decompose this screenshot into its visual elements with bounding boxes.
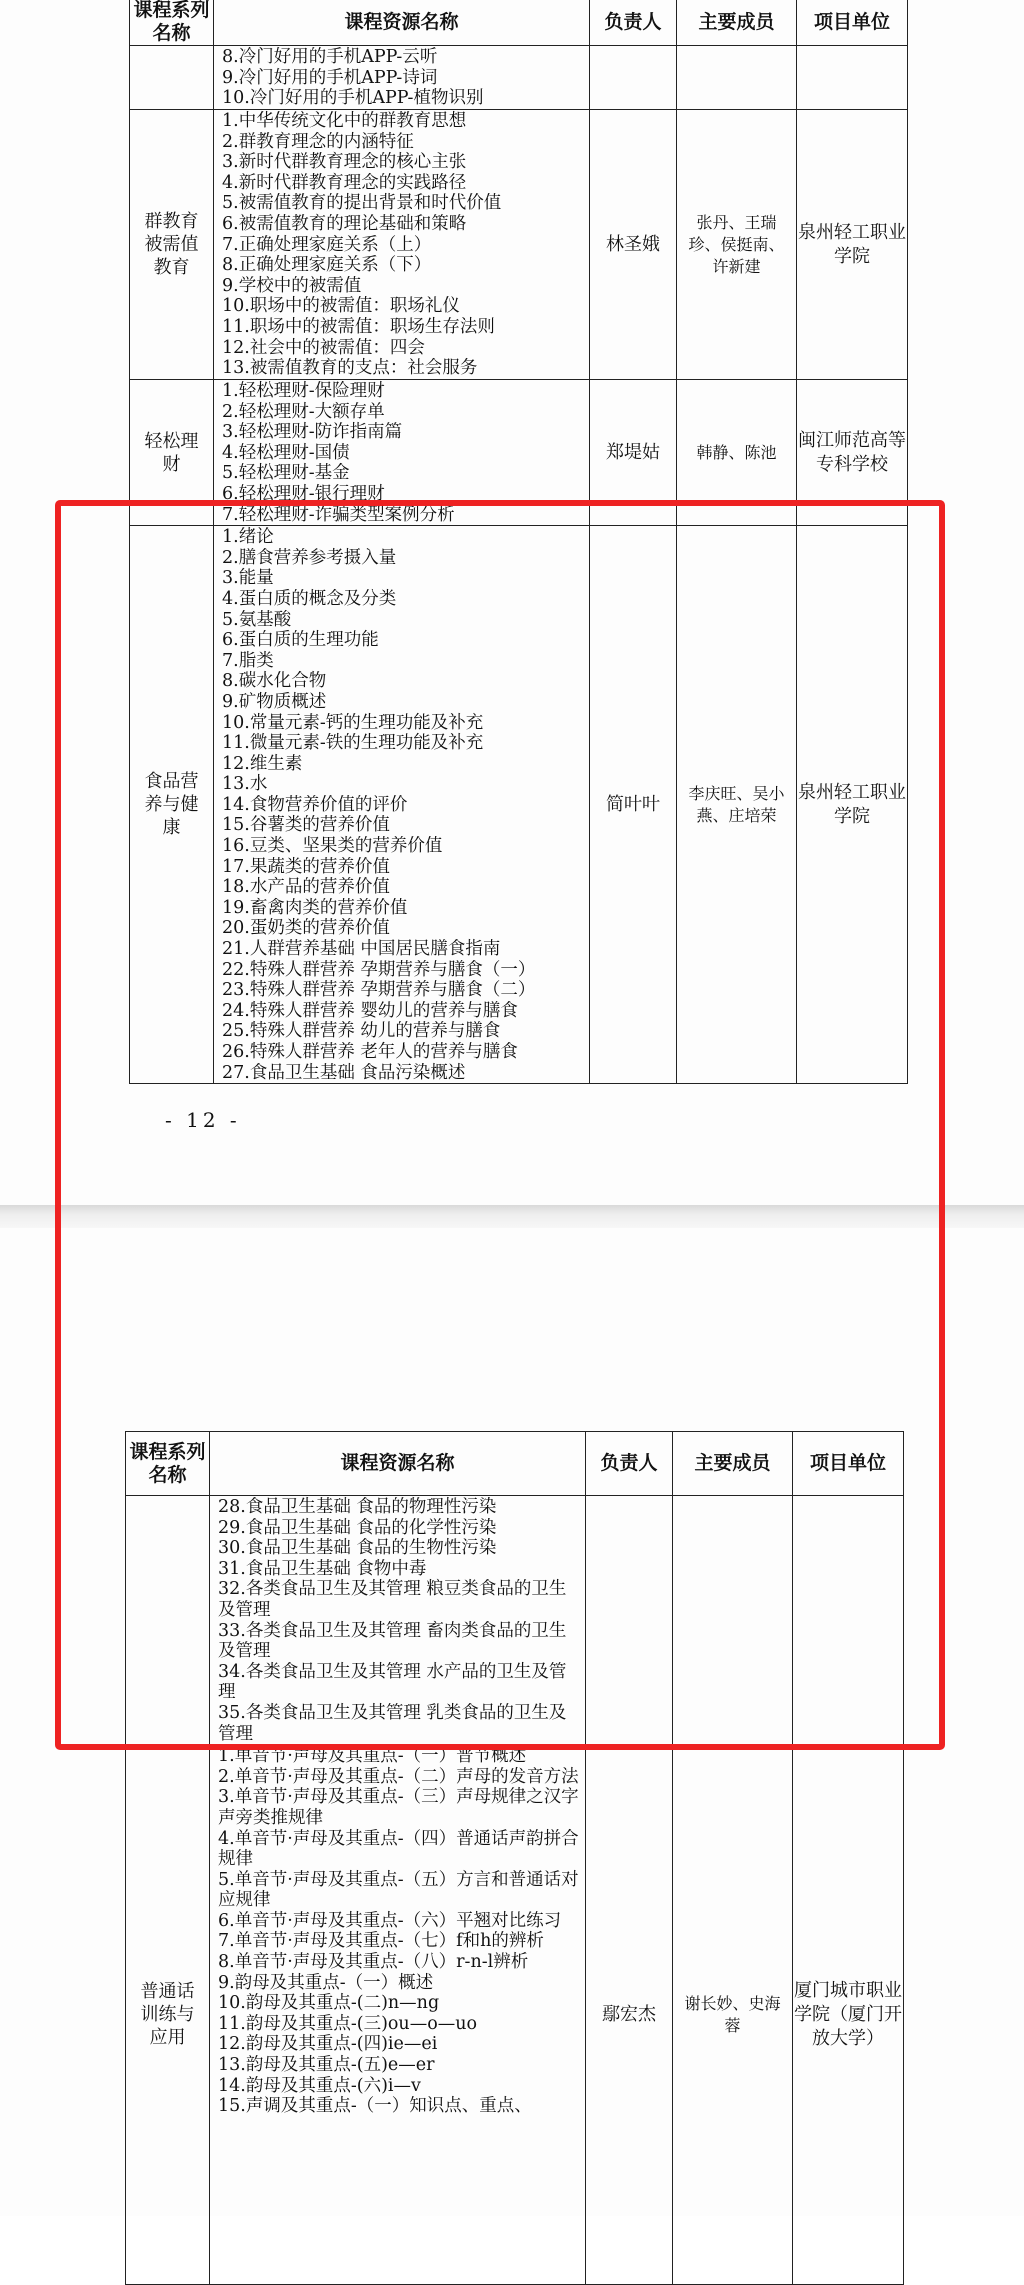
resource-item: 3.新时代群教育理念的核心主张 bbox=[222, 152, 467, 173]
resource-item: 10.冷门好用的手机APP-植物识别 bbox=[222, 88, 484, 109]
unit-cell: 泉州轻工职业学院 bbox=[797, 110, 908, 380]
resource-item: 3.能量 bbox=[222, 568, 274, 589]
members-cell: 李庆旺、吴小燕、庄培荣 bbox=[677, 526, 797, 1084]
resource-item: 8.碳水化合物 bbox=[222, 671, 327, 692]
series-cell: 群教育被需值教育 bbox=[130, 110, 214, 380]
resource-item: 6.轻松理财-银行理财 bbox=[222, 483, 385, 504]
resource-item: 9.矿物质概述 bbox=[222, 691, 327, 712]
resource-item: 12.韵母及其重点-(四)ie—ei bbox=[218, 2034, 438, 2055]
unit-cell: 泉州轻工职业学院 bbox=[797, 526, 908, 1084]
resource-item: 35.各类食品卫生及其管理 乳类食品的卫生及管理 bbox=[218, 1702, 567, 1744]
table-row bbox=[130, 110, 908, 380]
resource-item: 32.各类食品卫生及其管理 粮豆类食品的卫生及管理 bbox=[218, 1579, 567, 1620]
resource-list-cell bbox=[214, 110, 590, 380]
resource-item: 15.谷薯类的营养价值 bbox=[222, 815, 390, 836]
header-series: 课程系列名称 bbox=[126, 1432, 210, 1496]
lead-cell: 郑堤姑 bbox=[590, 380, 677, 526]
resource-item: 11.微量元素-铁的生理功能及补充 bbox=[222, 733, 484, 754]
resource-item: 23.特殊人群营养 孕期营养与膳食（二） bbox=[222, 980, 536, 1001]
resource-item: 6.单音节·声母及其重点-（六）平翘对比练习 bbox=[218, 1910, 562, 1931]
resource-item: 13.韵母及其重点-(五)e—er bbox=[218, 2055, 435, 2076]
members-cell: 韩静、陈池 bbox=[677, 380, 797, 526]
resource-item: 33.各类食品卫生及其管理 畜肉类食品的卫生及管理 bbox=[218, 1620, 567, 1662]
resource-item: 15.声调及其重点-（一）知识点、重点、 bbox=[218, 2096, 532, 2117]
lead-cell bbox=[590, 46, 677, 110]
header-resource: 课程资源名称 bbox=[210, 1432, 586, 1496]
resource-item: 7.单音节·声母及其重点-（七）f和h的辨析 bbox=[218, 1931, 544, 1952]
unit-cell: 闽江师范高等专科学校 bbox=[797, 380, 908, 526]
resource-item: 30.食品卫生基础 食品的生物性污染 bbox=[218, 1538, 497, 1559]
resource-item: 18.水产品的营养价值 bbox=[222, 877, 390, 898]
resource-item: 1.中华传统文化中的群教育思想 bbox=[222, 111, 467, 131]
resource-item: 9.韵母及其重点-（一）概述 bbox=[218, 1972, 434, 1993]
resource-item: 34.各类食品卫生及其管理 水产品的卫生及管理 bbox=[218, 1661, 567, 1703]
resource-item: 4.新时代群教育理念的实践路径 bbox=[222, 172, 467, 193]
resource-item: 14.韵母及其重点-(六)i—v bbox=[218, 2075, 421, 2096]
resource-item: 19.畜禽肉类的营养价值 bbox=[222, 897, 408, 918]
resource-list bbox=[218, 1746, 581, 2117]
resource-item: 22.特殊人群营养 孕期营养与膳食（一） bbox=[222, 959, 536, 980]
unit-cell bbox=[797, 46, 908, 110]
lead-cell: 鄢宏杰 bbox=[586, 1745, 673, 2285]
header-unit: 项目单位 bbox=[797, 0, 908, 46]
resource-item: 5.被需值教育的提出背景和时代价值 bbox=[222, 193, 502, 214]
resource-item: 7.正确处理家庭关系（上） bbox=[222, 234, 432, 255]
resource-item: 25.特殊人群营养 幼儿的营养与膳食 bbox=[222, 1021, 501, 1042]
resource-item: 5.轻松理财-基金 bbox=[222, 463, 350, 484]
resource-item: 24.特殊人群营养 婴幼儿的营养与膳食 bbox=[222, 1000, 518, 1021]
resource-item: 6.蛋白质的生理功能 bbox=[222, 630, 379, 651]
resource-list bbox=[222, 47, 585, 109]
resource-item: 1.单音节·声母及其重点-（一）普节概述 bbox=[218, 1746, 527, 1767]
members-cell bbox=[677, 46, 797, 110]
members-cell: 张丹、王瑞珍、侯挺南、许新建 bbox=[677, 110, 797, 380]
lead-cell: 简叶叶 bbox=[590, 526, 677, 1084]
resource-item: 11.韵母及其重点-(三)ou—o—uo bbox=[218, 2013, 478, 2034]
resource-item: 27.食品卫生基础 食品污染概述 bbox=[222, 1062, 466, 1083]
resource-item: 6.被需值教育的理论基础和策略 bbox=[222, 213, 467, 234]
resource-item: 4.轻松理财-国债 bbox=[222, 442, 350, 463]
resource-item: 21.人群营养基础 中国居民膳食指南 bbox=[222, 939, 501, 960]
resource-item: 17.果蔬类的营养价值 bbox=[222, 856, 390, 877]
members-cell: 谢长妙、史海蓉 bbox=[673, 1745, 793, 2285]
resource-item: 10.韵母及其重点-(二)n—ng bbox=[218, 1993, 440, 2014]
resource-item: 7.轻松理财-诈骗类型案例分析 bbox=[222, 504, 455, 525]
resource-item: 2.单音节·声母及其重点-（二）声母的发音方法 bbox=[218, 1766, 579, 1787]
resource-item: 12.社会中的被需值：四会 bbox=[222, 337, 425, 358]
resource-item: 5.单音节·声母及其重点-（五）方言和普通话对应规律 bbox=[218, 1869, 579, 1911]
resource-item: 11.职场中的被需值：职场生存法则 bbox=[222, 316, 495, 337]
resource-item: 2.膳食营养参考摄入量 bbox=[222, 547, 397, 568]
resource-item: 16.豆类、坚果类的营养价值 bbox=[222, 836, 443, 857]
table-row bbox=[126, 1745, 904, 2285]
resource-item: 2.群教育理念的内涵特征 bbox=[222, 131, 414, 152]
resource-item: 10.职场中的被需值：职场礼仪 bbox=[222, 296, 460, 317]
resource-item: 1.轻松理财-保险理财 bbox=[222, 381, 385, 401]
table-header-row bbox=[130, 0, 908, 46]
resource-list bbox=[222, 111, 585, 379]
header-members: 主要成员 bbox=[673, 1432, 793, 1496]
resource-item: 3.单音节·声母及其重点-（三）声母规律之汉字声旁类推规律 bbox=[218, 1787, 579, 1828]
resource-item: 7.脂类 bbox=[222, 650, 274, 671]
highlight-frame bbox=[55, 500, 945, 1750]
header-members: 主要成员 bbox=[677, 0, 797, 46]
series-cell: 轻松理财 bbox=[130, 380, 214, 526]
resource-item: 3.轻松理财-防诈指南篇 bbox=[222, 422, 403, 443]
resource-item: 31.食品卫生基础 食物中毒 bbox=[218, 1558, 427, 1579]
resource-item: 5.氨基酸 bbox=[222, 609, 292, 630]
resource-item: 29.食品卫生基础 食品的化学性污染 bbox=[218, 1517, 497, 1538]
resource-item: 9.学校中的被需值 bbox=[222, 275, 362, 296]
header-resource: 课程资源名称 bbox=[214, 0, 590, 46]
series-cell: 食品营养与健康 bbox=[130, 526, 214, 1084]
resource-item: 2.轻松理财-大额存单 bbox=[222, 401, 385, 422]
resource-item: 13.水 bbox=[222, 774, 268, 795]
resource-list-cell bbox=[210, 1745, 586, 2285]
resource-item: 10.常量元素-钙的生理功能及补充 bbox=[222, 712, 484, 733]
header-lead: 负责人 bbox=[586, 1432, 673, 1496]
resource-item: 8.冷门好用的手机APP-云听 bbox=[222, 47, 438, 67]
resource-item: 12.维生素 bbox=[222, 753, 303, 774]
resource-item: 14.食物营养价值的评价 bbox=[222, 794, 408, 815]
resource-item: 8.单音节·声母及其重点-（八）r-n-l辨析 bbox=[218, 1952, 529, 1973]
lead-cell: 林圣娥 bbox=[590, 110, 677, 380]
resource-item: 13.被需值教育的支点：社会服务 bbox=[222, 358, 478, 379]
header-lead: 负责人 bbox=[590, 0, 677, 46]
series-cell: 普通话训练与应用 bbox=[126, 1745, 210, 2285]
unit-cell: 厦门城市职业学院（厦门开放大学） bbox=[793, 1745, 904, 2285]
resource-item: 28.食品卫生基础 食品的物理性污染 bbox=[218, 1497, 497, 1517]
series-cell bbox=[130, 46, 214, 110]
header-unit: 项目单位 bbox=[793, 1432, 904, 1496]
header-series: 课程系列名称 bbox=[130, 0, 214, 46]
resource-item: 1.绪论 bbox=[222, 527, 274, 548]
table-row bbox=[130, 46, 908, 110]
resource-item: 8.正确处理家庭关系（下） bbox=[222, 255, 432, 276]
resource-item: 9.冷门好用的手机APP-诗词 bbox=[222, 67, 438, 88]
resource-item: 26.特殊人群营养 老年人的营养与膳食 bbox=[222, 1042, 518, 1062]
page-number: - 12 - bbox=[165, 1108, 241, 1132]
resource-item: 4.单音节·声母及其重点-（四）普通话声韵拼合规律 bbox=[218, 1828, 579, 1870]
resource-list-cell bbox=[214, 46, 590, 110]
resource-item: 4.蛋白质的概念及分类 bbox=[222, 588, 397, 609]
resource-item: 20.蛋奶类的营养价值 bbox=[222, 918, 390, 939]
